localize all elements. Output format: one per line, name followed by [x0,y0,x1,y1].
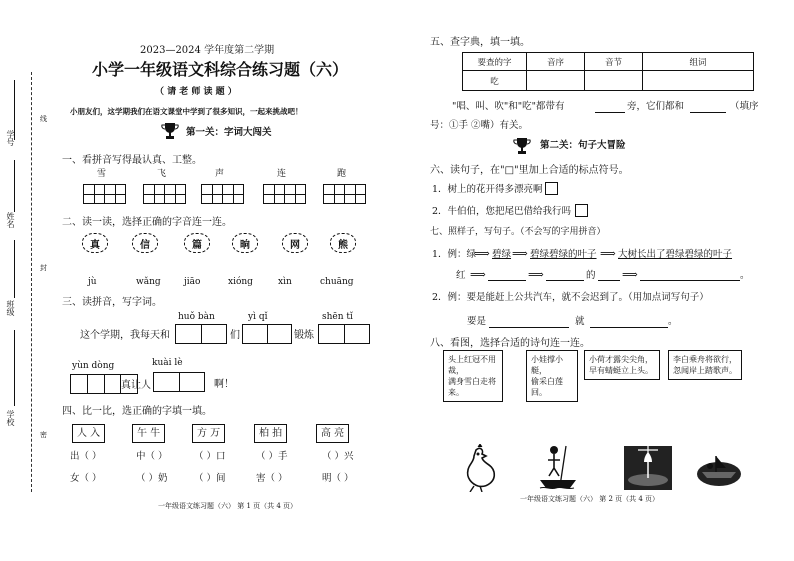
q8-poem-box[interactable] [584,350,660,380]
arrow-1: ⟹ [474,247,490,260]
q4-fill-blank[interactable]: （ ）间 [194,473,226,484]
q1-write-grid[interactable] [104,184,126,204]
q5-title: 五、查字典，填一填。 [430,37,530,48]
q5-text-2: 旁，它们都和 [627,101,685,112]
q7-blank-6[interactable] [590,327,668,328]
q4-fill-blank[interactable]: （ ）奶 [136,473,168,484]
level1-title: 第一关：字词大闯关 [186,127,272,138]
q5-text-1: "唱、叫、吹"和"吃"都带有 [452,101,565,112]
arrow-5: ⟹ [528,268,544,281]
q4-fill-blank[interactable]: 中（ ） [136,451,168,462]
q2-pinyin-option[interactable]: jù [88,277,97,287]
q2-pinyin-option[interactable]: jiāo [184,277,201,287]
q7-ex1-c: 碧绿碧绿的叶子 [530,249,597,260]
q7-blank-1[interactable] [488,280,526,281]
td-word[interactable] [643,71,754,91]
seal-seal-char: 封 [40,264,47,272]
q5-text-4: 号：①手 ②嘴）有关。 [430,120,529,131]
q4-fill-blank[interactable]: 出（ ） [70,451,102,462]
q6-punct-box-2[interactable] [575,204,588,217]
q7-period-1: 。 [740,270,750,281]
arrow-6: ⟹ [622,268,638,281]
poem-line: 小荷才露尖尖角， [589,355,653,364]
class-field[interactable] [14,240,15,298]
q2-char-flower[interactable]: 熊 [330,233,356,253]
q1-write-grid[interactable] [83,184,105,204]
boat-child-picture[interactable] [536,442,582,492]
th-order: 音序 [527,53,585,71]
q3-pinyin-1: huǒ bàn [178,312,215,322]
q6-sentence-1: 1．树上的花开得多漂亮啊 [432,184,543,195]
student-number-field[interactable] [14,80,15,140]
poem-line: 早有蜻蜓立上头。 [589,366,653,375]
poem-line: 小娃撑小艇， [531,355,563,375]
q4-char-pair: 人 入 [72,424,105,443]
q7-title: 七、照样子，写句子。（不会写的字用拼音） [430,227,606,237]
q3-sentence-4: 真让人 [121,380,151,391]
q1-write-grid[interactable] [323,184,345,204]
q2-pinyin-option[interactable]: xìn [278,277,292,287]
q4-fill-blank[interactable]: （ ）手 [256,451,288,462]
q7-blank-3[interactable] [598,280,620,281]
q5-blank-2[interactable] [690,112,726,113]
q2-char-flower[interactable]: 晌 [232,233,258,253]
q7-r2-b: 就 [575,316,585,327]
th-word: 组词 [643,53,754,71]
rooster-picture[interactable] [456,444,500,492]
arrow-3: ⟹ [600,247,616,260]
class-label: 班级 [6,300,15,316]
q7-ex1-a: 1．例：绿 [432,249,477,260]
q5-blank-1[interactable] [595,112,625,113]
q4-title: 四、比一比，选正确的字填一填。 [62,406,212,417]
q2-char-flower[interactable]: 网 [282,233,308,253]
q1-write-grid[interactable] [222,184,244,204]
q7-red: 红 [456,270,466,281]
q1-write-grid[interactable] [263,184,285,204]
q8-poem-box[interactable] [668,350,742,380]
q1-write-grid[interactable] [201,184,223,204]
td-char: 吃 [463,71,527,91]
student-number-label: 学号 [6,130,15,146]
arrow-2: ⟹ [512,247,528,260]
footer-left: 一年级语文练习题（六） 第 1 页（共 4 页） [158,502,298,510]
q3-pinyin-3: shēn tǐ [322,312,353,322]
q2-char-flower[interactable]: 真 [82,233,108,253]
boat-shore-picture[interactable] [696,444,742,490]
teacher-reads: （ 请 老 师 读 题 ） [155,87,237,97]
q3-sentence-2: 们 [230,330,240,341]
trophy-icon [160,122,180,140]
q3-sentence-1: 这个学期，我每天和 [80,330,170,341]
seal-line-char: 线 [40,115,47,123]
intro-text: 小朋友们，这学期我们在语文课堂中学到了很多知识，一起来挑战吧！ [70,107,303,116]
q7-blank-2[interactable] [546,280,584,281]
q6-sentence-2: 2．牛伯伯，您把尾巴借给我行吗 [432,206,572,217]
q1-write-grid[interactable] [284,184,306,204]
q3-pinyin-5: kuài lè [152,358,183,368]
q1-write-grid[interactable] [143,184,165,204]
school-field[interactable] [14,330,15,406]
q1-write-grid[interactable] [344,184,366,204]
q3-write-grid-3[interactable] [318,324,370,344]
q4-fill-blank[interactable]: 害（ ） [256,473,288,484]
lotus-dragonfly-picture[interactable] [624,440,672,490]
arrow-4: ⟹ [470,268,486,281]
name-label: 姓名 [6,212,15,228]
q7-blank-4[interactable] [640,280,740,281]
q4-fill-blank[interactable]: 女（ ） [70,473,102,484]
q3-pinyin-4: yùn dòng [72,361,115,371]
q4-char-pair: 高 亮 [316,424,349,443]
poem-line: 满身雪白走将来。 [448,377,496,397]
q1-char-5: 跑 [337,169,347,179]
school-year: 2023—2024 学年度第二学期 [140,45,275,56]
q4-fill-blank[interactable]: （ ）口 [194,451,226,462]
poem-line: 李白乘舟将欲行， [673,355,737,364]
name-field[interactable] [14,160,15,212]
q3-title: 三、读拼音，写字词。 [62,297,162,308]
q4-char-pair: 方 万 [192,424,225,443]
q4-char-pair: 午 牛 [132,424,165,443]
q7-de: 的 [586,270,596,281]
seal-close-char: 密 [40,431,47,439]
q1-char-4: 连 [277,169,287,179]
q4-fill-blank[interactable]: 明（ ） [322,473,354,484]
q4-fill-blank[interactable]: （ ）兴 [322,451,354,462]
q8-poem-box[interactable] [526,350,578,402]
q4-char-pair: 柏 拍 [254,424,287,443]
q1-char-2: 飞 [157,169,167,179]
q6-title: 六、读句子，在"□"里加上合适的标点符号。 [430,165,629,176]
q7-ex2: 2．例：要是能赶上公共汽车，就不会迟到了。（用加点词写句子） [432,292,709,303]
q7-r2-c: 。 [668,316,678,327]
q2-pinyin-option[interactable]: xióng [228,277,253,287]
th-syllable: 音节 [585,53,643,71]
poem-line: 头上红冠不用裁， [448,355,496,375]
poem-line: 忽闻岸上踏歌声。 [673,366,737,375]
q3-write-grid-5[interactable] [153,372,205,392]
q6-punct-box-1[interactable] [545,182,558,195]
level2-title: 第二关：句子大冒险 [540,140,626,151]
q3-sentence-5: 啊！ [214,379,234,390]
q3-pinyin-2: yì qǐ [248,312,268,322]
q2-char-flower[interactable]: 信 [132,233,158,253]
school-label: 学校 [6,410,15,426]
footer-right: 一年级语文练习题（六） 第 2 页（共 4 页） [520,495,660,503]
q1-char-3: 声 [215,169,225,179]
q3-sentence-3: 锻炼 [294,330,314,341]
q7-blank-5[interactable] [489,327,569,328]
td-syllable[interactable] [585,71,643,91]
q7-ex1-b: 碧绿 [492,249,512,260]
q1-char-1: 雪 [97,169,107,179]
td-order[interactable] [527,71,585,91]
q3-write-grid-2[interactable] [242,324,292,344]
trophy-icon-2 [512,137,532,155]
th-char: 要查的字 [463,53,527,71]
q2-pinyin-option[interactable]: chuāng [320,277,354,287]
q2-pinyin-option[interactable]: wǎng [136,277,161,287]
q5-text-3: （填序 [730,101,759,112]
q1-write-grid[interactable] [164,184,186,204]
q8-title: 八、看图，选择合适的诗句连一连。 [430,338,590,349]
q1-title: 一、看拼音写得最认真、工整。 [62,155,202,166]
dictionary-table [462,52,754,91]
page-title: 小学一年级语文科综合练习题（六） [92,60,349,79]
binding-strip [0,0,52,561]
q7-r2-a: 要是 [467,316,487,327]
q3-write-grid-1[interactable] [175,324,227,344]
q7-ex1-d: 大树长出了碧绿碧绿的叶子 [618,249,733,260]
q8-poem-box[interactable] [443,350,503,402]
poem-line: 偷采白莲回。 [531,377,563,397]
q2-char-flower[interactable]: 篇 [184,233,210,253]
q2-title: 二、读一读，选择正确的字音连一连。 [62,217,232,228]
